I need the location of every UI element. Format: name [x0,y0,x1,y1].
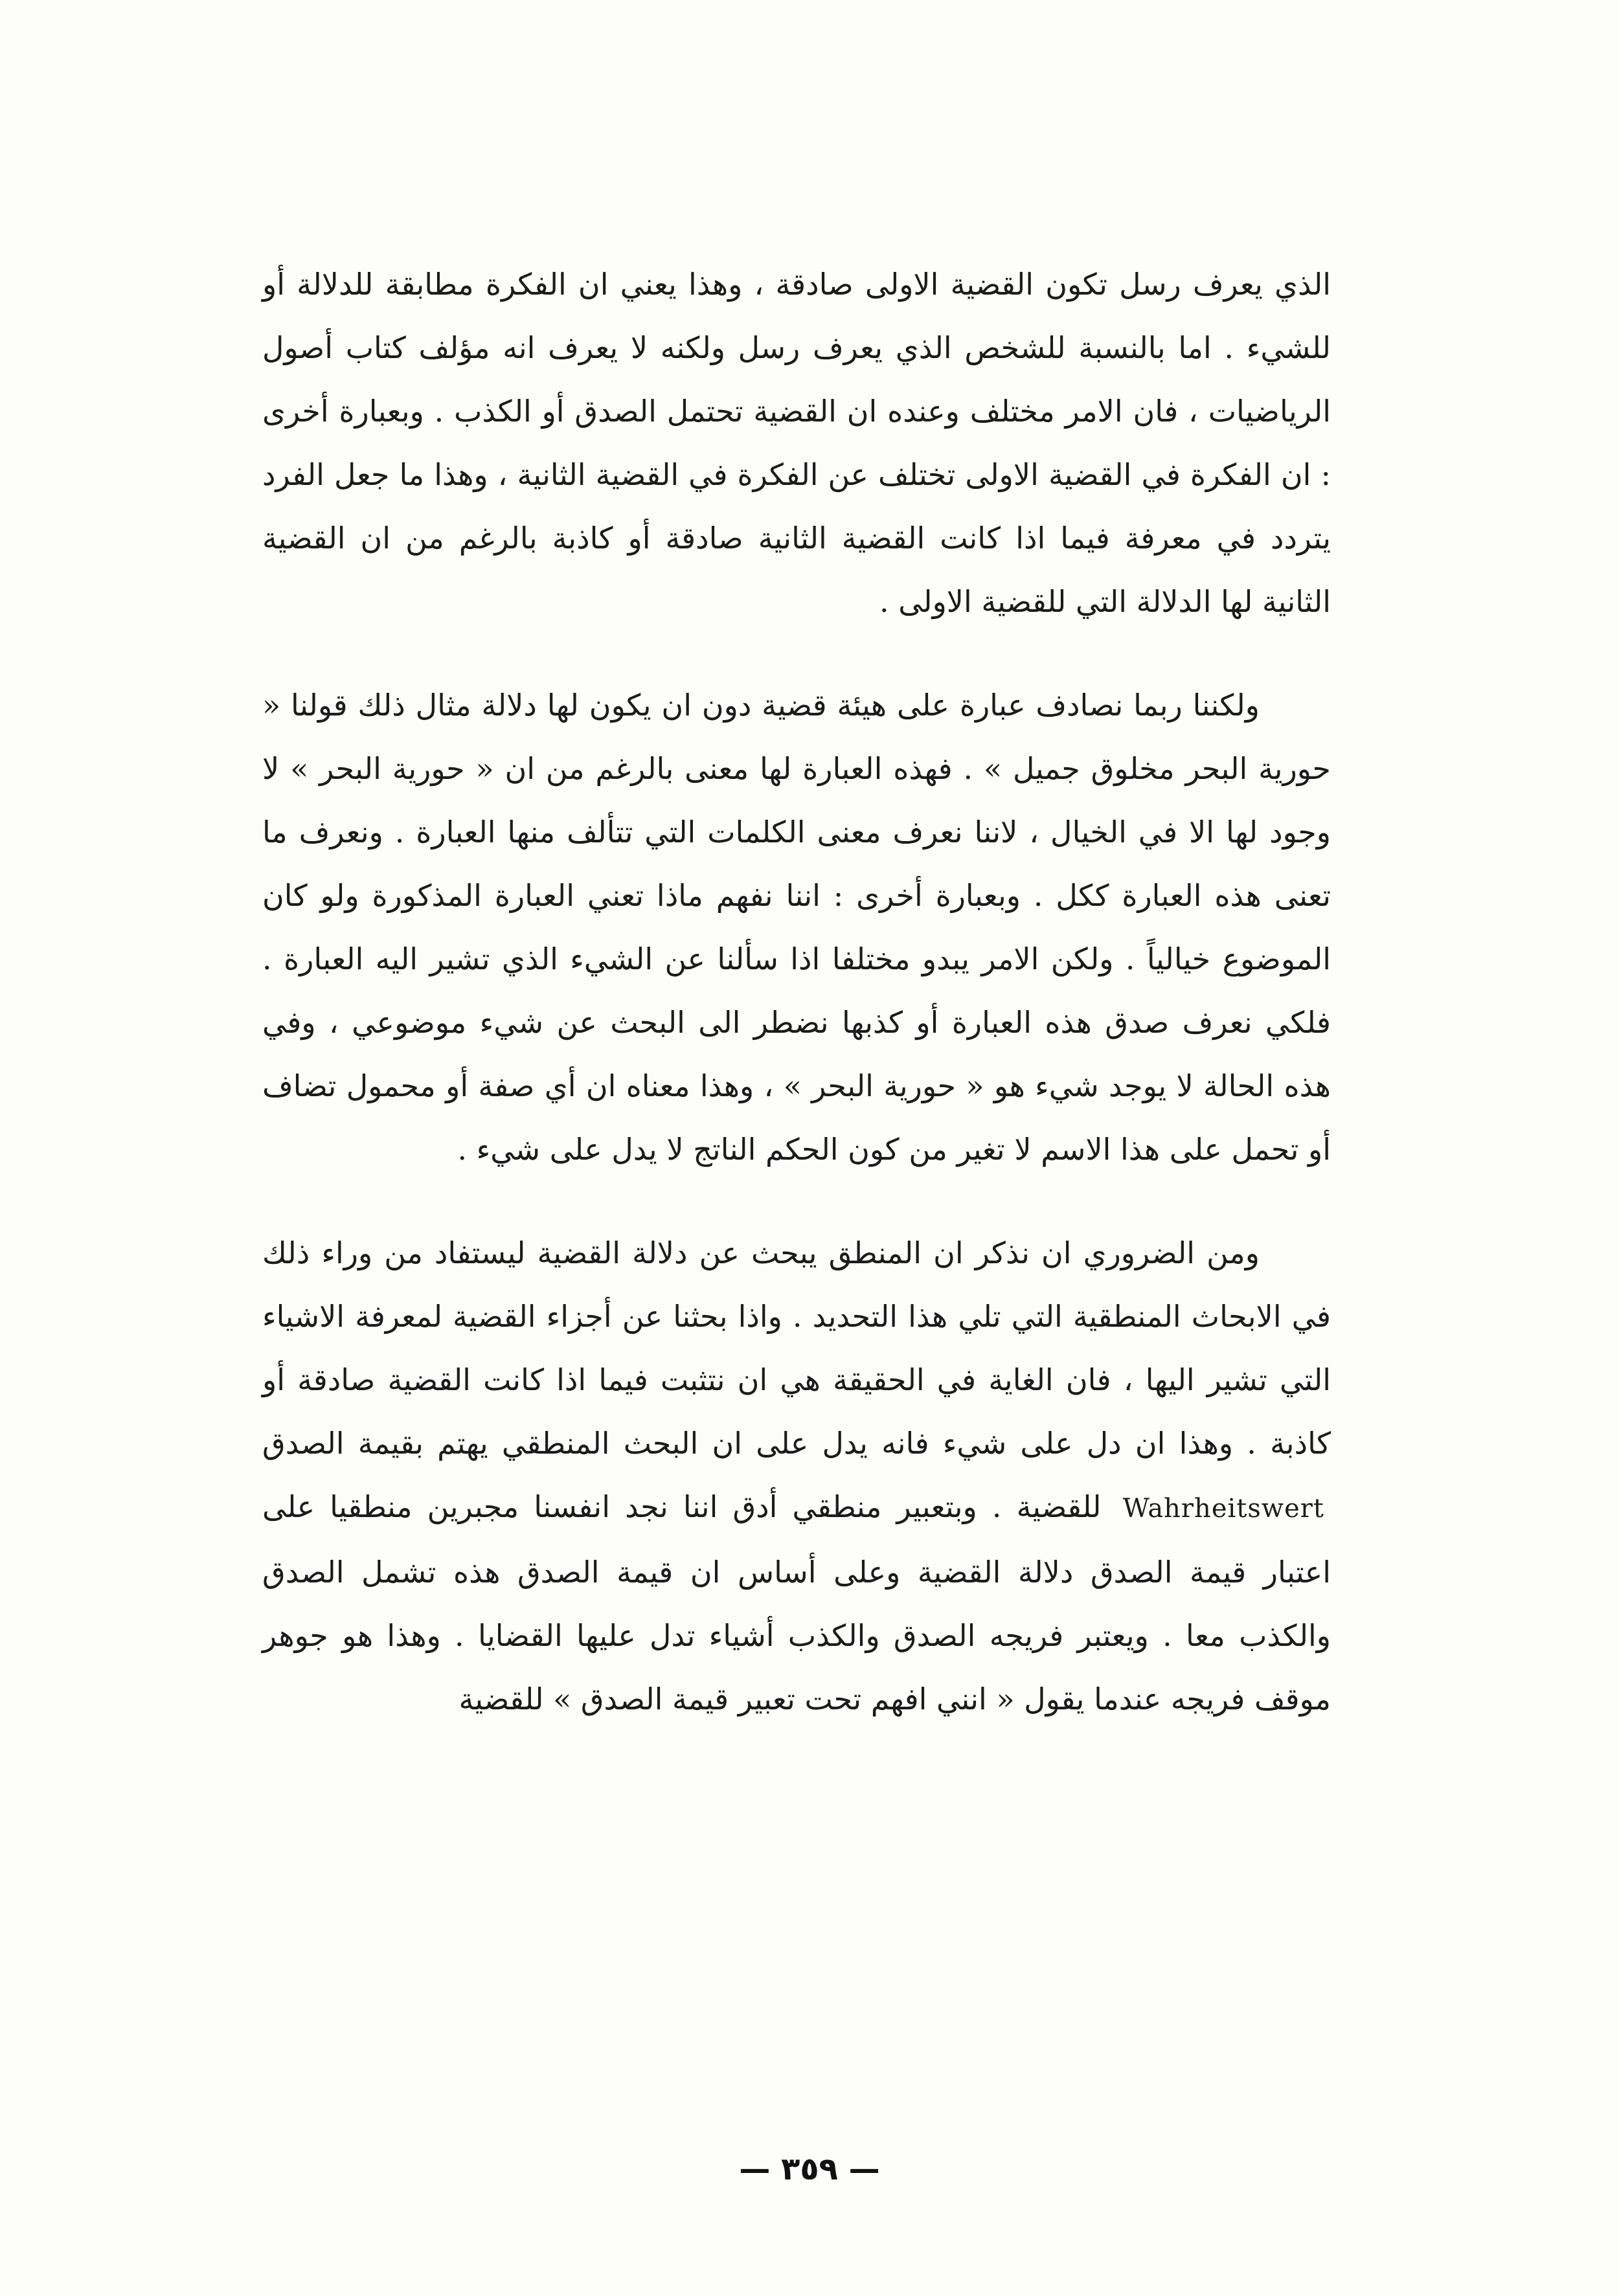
page-number: — ٣٥٩ — [739,2151,880,2187]
paragraph-3-text-end: للقضية . وبتعبير منطقي أدق اننا نجد انفسنا مجبرين منطقيا على اعتبار قيمة الصدق دلالة القضية وعلى أساس ان قيمة الصدق هذه تشمل الصدق والكذب معا . ويعتبر فريجه الصدق والكذب أشياء تدل عليها القضايا . وهذا هو جوهر موقف فريجه عندما يقول « انني افهم تحت تعبير قيمة الصدق » للقضية [262,1489,1331,1716]
paragraph-1 [262,253,1331,633]
paragraph-2 [262,673,1331,1181]
paragraph-3-text-start: ومن الضروري ان نذكر ان المنطق يبحث عن دلالة القضية ليستفاد من وراء ذلك في الابحاث المنطقية التي تلي هذا التحديد . واذا بحثنا عن أجزاء القضية لمعرفة الاشياء التي تشير اليها ، فان الغاية في الحقيقة هي ان نتثبت فيما اذا كانت القضية صادقة أو كاذبة . وهذا ان دل على شيء فانه يدل على ان البحث المنطقي يهتم بقيمة الصدق [262,1235,1331,1461]
paragraph-2-text: ولكننا ربما نصادف عبارة على هيئة قضية دون ان يكون لها دلالة مثال ذلك قولنا « حورية البحر مخلوق جميل » . فهذه العبارة لها معنى بالرغم من ان « حورية البحر » لا وجود لها الا في الخيال ، لاننا نعرف معنى الكلمات التي تتألف منها العبارة . ونعرف ما تعنى هذه العبارة ككل . وبعبارة أخرى : اننا نفهم ماذا تعني العبارة المذكورة ولو كان الموضوع خيالياً . ولكن الامر يبدو مختلفا اذا سألنا عن الشيء الذي تشير اليه العبارة . فلكي نعرف صدق هذه العبارة أو كذبها نضطر الى البحث عن شيء موضوعي ، وفي هذه الحالة لا يوجد شيء هو « حورية البحر » ، وهذا معناه ان أي صفة أو محمول تضاف أو تحمل على هذا الاسم لا تغير من كون الحكم الناتج لا يدل على شيء . [262,688,1331,1167]
paragraph-1-text: الذي يعرف رسل تكون القضية الاولى صادقة ، وهذا يعني ان الفكرة مطابقة للدلالة أو للشيء . اما بالنسبة للشخص الذي يعرف رسل ولكنه لا يعرف انه مؤلف كتاب أصول الرياضيات ، فان الامر مختلف وعنده ان القضية تحتمل الصدق أو الكذب . وبعبارة أخرى : ان الفكرة في القضية الاولى تختلف عن الفكرة في القضية الثانية ، وهذا ما جعل الفرد يتردد في معرفة فيما اذا كانت القضية الثانية صادقة أو كاذبة بالرغم من ان القضية الثانية لها الدلالة التي للقضية الاولى . [262,267,1331,619]
paragraph-gap [262,1181,1331,1221]
body-text [262,253,1331,1731]
paragraph-gap [262,633,1331,673]
german-term: Wahrheitswert [1122,1494,1324,1524]
paragraph-3 [262,1221,1331,1731]
